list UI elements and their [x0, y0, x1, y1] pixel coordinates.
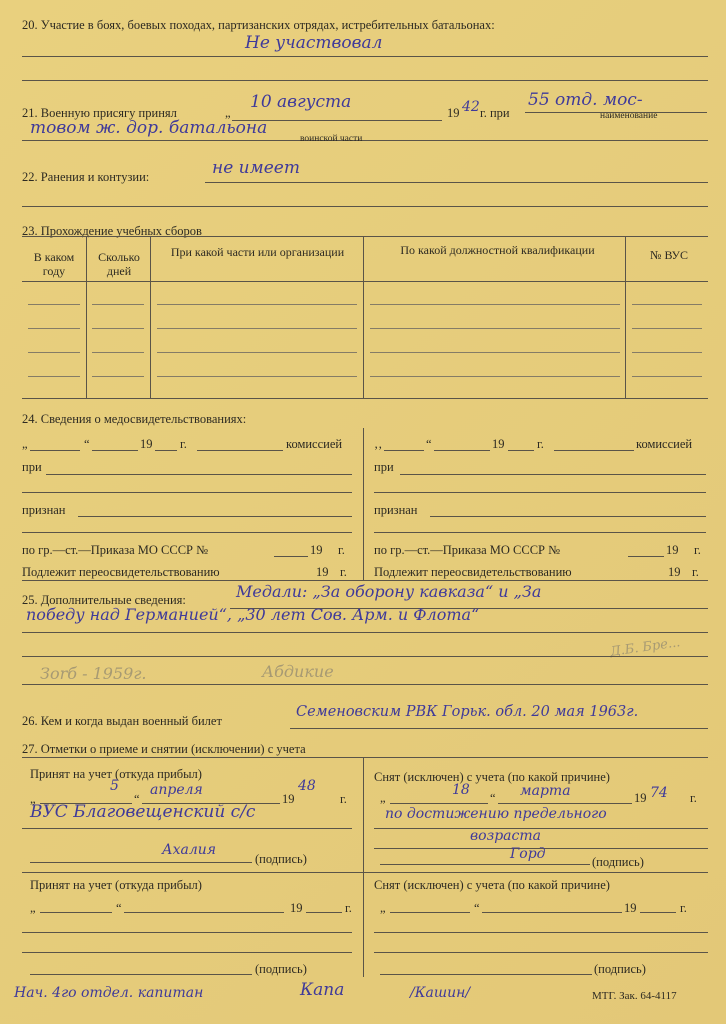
- s24-l-month-line: [92, 450, 138, 451]
- s24-r-19: 19: [492, 437, 505, 451]
- s27-r2-19: 19: [624, 901, 637, 915]
- s24-r-pri-line: [400, 474, 706, 475]
- s27-r2-day-line: [390, 912, 470, 913]
- s27-r1-day: 18: [452, 782, 470, 798]
- s27-r1-day-line: [390, 803, 488, 804]
- s24-r-priznan: признан: [374, 503, 418, 517]
- s24-r-line2: [374, 532, 706, 533]
- s24-bottom: [22, 580, 708, 581]
- s24-r-commission: комиссией: [636, 437, 693, 451]
- s23-header-bottom: [22, 281, 708, 282]
- s23-top: [22, 236, 708, 237]
- s22-line2: [22, 206, 708, 207]
- s27-r1-month: марта: [520, 783, 571, 799]
- s25-line3-rule: [22, 656, 708, 657]
- s27-l1-rule: [22, 828, 352, 829]
- s24-l-pri: при: [22, 460, 42, 474]
- s21-label: 21. Военную присягу принял: [22, 106, 177, 120]
- s27-r1-g: г.: [690, 791, 697, 805]
- s24-r-month-line: [434, 450, 490, 451]
- s25-line2: победу над Германией“, „30 лет Сов. Арм. и Флота“: [26, 605, 480, 624]
- s27-r1-19: 19: [634, 791, 647, 805]
- s27-r1-rule1: [374, 828, 708, 829]
- s24-r-day-line: [384, 450, 424, 451]
- s27-l1-line: ВУС Благовещенский с/с: [30, 802, 256, 822]
- s24-l-recheck: Подлежит переосвидетельствованию: [22, 565, 220, 579]
- s24-l-order-line: [274, 556, 308, 557]
- s27-l2-accepted: Принят на учет (откуда прибыл): [30, 878, 202, 892]
- s21-quote: „: [225, 106, 231, 120]
- s24-r-order-line: [628, 556, 664, 557]
- s21-year: 42: [462, 99, 480, 115]
- s25-faint3: Д.Б. Бре...: [609, 635, 682, 660]
- s27-top: [22, 757, 708, 758]
- s21-caption-name: наименование: [600, 111, 658, 121]
- s25-faint2: Абдикие: [262, 662, 334, 681]
- s27-l1-accepted: Принят на учет (откуда прибыл): [30, 767, 202, 781]
- s24-l-recheck-19: 19: [316, 565, 329, 579]
- s23-col1: [86, 236, 87, 398]
- s21-line2: [22, 140, 708, 141]
- s24-r-priznan-line: [430, 516, 706, 517]
- s23-h-days: Сколько дней: [98, 250, 140, 278]
- s24-l-quote1: „: [22, 437, 28, 451]
- s24-l-recheck-g: г.: [340, 565, 347, 579]
- s23-col2: [150, 236, 151, 398]
- s21-unit-line1: 55 отд. мос-: [528, 90, 643, 110]
- s27-r1-line2: возраста: [470, 828, 541, 844]
- s27-r1-q2: “: [490, 791, 496, 805]
- s24-l-pri-line: [46, 474, 352, 475]
- s24-l-year-line: [155, 450, 177, 451]
- s24-r-com-line: [554, 450, 634, 451]
- footer-print-code: МТГ. Зак. 64-4117: [592, 990, 677, 1002]
- s26-answer: Семеновским РВК Горьк. обл. 20 мая 1963г.: [296, 704, 639, 720]
- s27-r1-sign-line: [380, 864, 590, 865]
- s24-l-line2: [22, 532, 352, 533]
- s24-l-19: 19: [140, 437, 153, 451]
- s27-l2-sign-line: [30, 974, 252, 975]
- s27-l1-year: 48: [298, 778, 316, 794]
- footer-sign: Капа: [300, 980, 345, 1000]
- s27-l2-rule2: [22, 952, 352, 953]
- s24-r-recheck-g: г.: [692, 565, 699, 579]
- s24-label: 24. Сведения о медосвидетельствованиях:: [22, 412, 247, 426]
- s24-r-recheck-19: 19: [668, 565, 681, 579]
- s27-l2-year-line: [306, 912, 342, 913]
- s24-l-quote2: “: [84, 437, 90, 451]
- s21-caption-unit: воинской части: [300, 134, 363, 144]
- s27-r1-removed: Снят (исключен) с учета (по какой причине): [374, 770, 610, 784]
- s24-r-quote2: “: [426, 437, 432, 451]
- s24-l-order: по гр.—ст.—Приказа МО СССР №: [22, 543, 209, 557]
- s24-divider: [363, 428, 364, 580]
- s24-l-order-19: 19: [310, 543, 323, 557]
- s27-l1-sign-line: [30, 862, 252, 863]
- s24-l-priznan-line: [78, 516, 352, 517]
- s23-col4: [625, 236, 626, 398]
- s22-line1: [205, 182, 708, 183]
- s27-r2-g: г.: [680, 901, 687, 915]
- s24-r-pri: при: [374, 460, 394, 474]
- s24-l-g: г.: [180, 437, 187, 451]
- s23-h-year: В каком году: [33, 250, 75, 278]
- s23-h-qual: По какой должностной квалификации: [400, 243, 595, 257]
- s26-rule: [290, 728, 708, 729]
- s24-r-order-g: г.: [694, 543, 701, 557]
- s24-l-com-line: [197, 450, 283, 451]
- s24-l-day-line: [30, 450, 80, 451]
- s27-r1-sign: Горд: [510, 846, 546, 862]
- s27-r1-line1: по достижению предельного: [385, 806, 607, 822]
- s24-l-priznan: признан: [22, 503, 66, 517]
- s24-l-line: [22, 492, 352, 493]
- footer-name: /Кашин/: [410, 985, 471, 1001]
- s27-l1-month: апреля: [150, 782, 203, 798]
- s24-r-g: г.: [537, 437, 544, 451]
- s27-l1-signature: (подпись): [255, 852, 307, 866]
- s27-l2-rule1: [22, 932, 352, 933]
- s27-l2-signature: (подпись): [255, 962, 307, 976]
- s27-l2-q1: „: [30, 901, 36, 915]
- s21-date: 10 августа: [250, 92, 352, 112]
- s27-l1-19: 19: [282, 792, 295, 806]
- s25-faint1: Зоrб - 1959г.: [40, 664, 147, 683]
- s27-r2-q2: “: [474, 901, 480, 915]
- s22-label: 22. Ранения и контузии:: [22, 170, 150, 184]
- s27-l2-month-line: [124, 912, 284, 913]
- s27-r2-month-line: [482, 912, 622, 913]
- s27-r1-q1: „: [380, 791, 386, 805]
- s23-col3: [363, 236, 364, 398]
- s27-l2-day-line: [40, 912, 112, 913]
- s27-l2-q2: “: [116, 901, 122, 915]
- s24-r-order-19: 19: [666, 543, 679, 557]
- s24-r-year-line: [508, 450, 534, 451]
- s27-r2-removed: Снят (исключен) с учета (по какой причине): [374, 878, 610, 892]
- s27-mid: [22, 872, 708, 873]
- s23-label: 23. Прохождение учебных сборов: [22, 224, 202, 238]
- s24-r-quote1: ‚‚: [374, 437, 383, 451]
- s25-line4-rule: [22, 684, 708, 685]
- s27-l1-q2: “: [134, 792, 140, 806]
- s27-l2-g: г.: [345, 901, 352, 915]
- s20-answer: Не участвовал: [245, 33, 383, 53]
- s27-r1-year: 74: [650, 785, 668, 801]
- s24-r-line: [374, 492, 706, 493]
- s25-label: 25. Дополнительные сведения:: [22, 593, 186, 607]
- s24-l-order-g: г.: [338, 543, 345, 557]
- s27-r2-year-line: [640, 912, 676, 913]
- s20-label: 20. Участие в боях, боевых походах, партизанских отрядах, истребительных батальонах:: [22, 18, 495, 32]
- s27-r2-sign-line: [380, 974, 592, 975]
- s27-r1-month-line: [498, 803, 632, 804]
- s23-h-vus: № ВУС: [650, 248, 688, 262]
- s25-line2-rule: [22, 632, 708, 633]
- s26-label: 26. Кем и когда выдан военный билет: [22, 714, 222, 728]
- s27-label: 27. Отметки о приеме и снятии (исключении) с учета: [22, 742, 306, 756]
- s24-r-order: по гр.—ст.—Приказа МО СССР №: [374, 543, 561, 557]
- s21-unit-line2: товом ж. дор. батальона: [30, 118, 268, 138]
- s24-r-recheck: Подлежит переосвидетельствованию: [374, 565, 572, 579]
- s20-line1: [22, 56, 708, 57]
- s27-r2-rule1: [374, 932, 708, 933]
- s27-r2-signature: (подпись): [594, 962, 646, 976]
- s21-year-suffix: г. при: [480, 106, 510, 120]
- s21-year-prefix: 19: [447, 106, 460, 120]
- s27-l2-19: 19: [290, 901, 303, 915]
- footer-signature-line: Нач. 4го отдел. капитан: [14, 985, 204, 1001]
- s27-l1-day: 5: [110, 778, 119, 794]
- s27-divider: [363, 757, 364, 977]
- s23-h-unit: При какой части или организации: [170, 245, 345, 259]
- s23-bottom: [22, 398, 708, 399]
- s27-r2-rule2: [374, 952, 708, 953]
- s27-r1-signature: (подпись): [592, 855, 644, 869]
- s27-r2-q1: „: [380, 901, 386, 915]
- s22-answer: не имеет: [212, 158, 300, 178]
- s27-l1-sign: Ахалия: [162, 842, 217, 858]
- s27-l1-g: г.: [340, 792, 347, 806]
- s25-line1: Медали: „За оборону кавказа“ и „За: [236, 582, 542, 601]
- s20-line2: [22, 80, 708, 81]
- s27-l1-q1: „: [30, 792, 36, 806]
- s24-l-commission: комиссией: [286, 437, 343, 451]
